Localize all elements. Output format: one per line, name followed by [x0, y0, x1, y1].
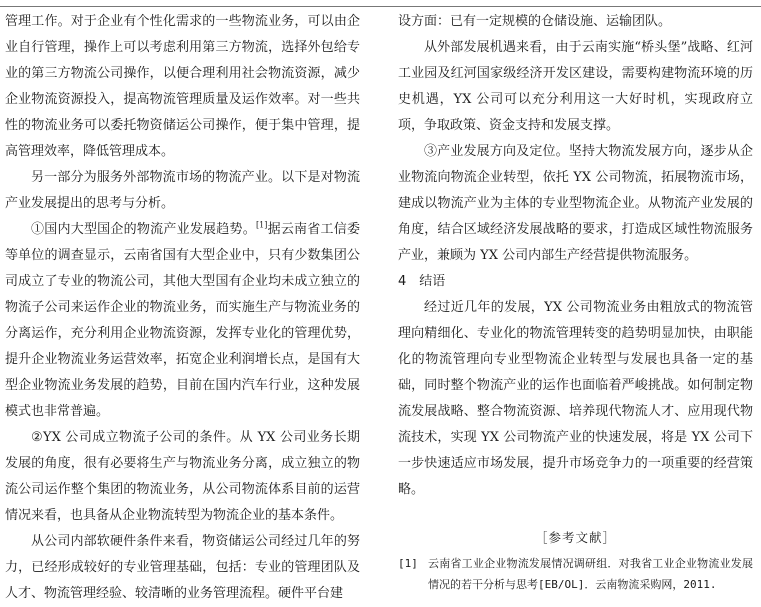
paragraph: 管理工作。对于企业有个性化需求的一些物流业务，可以由企业自行管理，操作上可以考虑利用第三方物流，选择外包给专业的第三方物流公司操作，以便合理利用社会物流资源，减少企业物流资源投入，提高物流管理质量及运作效率。对一些共性的物流业务可以委托物资储运公司操作，便于集中管理，提高管理效率，降低管理成本。	[5, 14, 360, 159]
page-header-rule	[0, 0, 761, 7]
citation-marker[interactable]: [1]	[256, 220, 268, 230]
paragraph: 另一部分为服务外部物流市场的物流产业。以下是对物流产业发展提出的思考与分析。	[5, 170, 360, 211]
paragraph: ③产业发展方向及定位。坚持大物流发展方向，逐步从企业物流向物流企业转型，依托 YX 公司物流，拓展物流市场，建成以物流产业为主体的专业型物流企业。从物流产业发展的角度，结合区域经济发展战略的要求，打造成区域性物流服务产业，兼顾为 YX 公司内部生产经营提供物流服务。	[398, 144, 753, 263]
reference-number: [1]	[398, 557, 418, 570]
paragraph: 从外部发展机遇来看，由于云南实施“桥头堡”战略、红河工业园及红河国家级经济开发区建设，需要构建物流环境的历史机遇，YX 公司可以充分利用这一大好时机，实现政府立项，争取政策、资金支持和发展支撑。	[398, 40, 753, 133]
paragraph-lead: ①国内大型国企的物流产业发展趋势。	[31, 222, 256, 237]
section-heading: 4 结语	[398, 274, 446, 289]
paragraph: 经过近几年的发展，YX 公司物流业务由粗放式的物流管理向精细化、专业化的物流管理转变的趋势明显加快，由职能化的物流管理向专业型物流企业转型与发展也具备一定的基础，同时整个物流产业的运作也面临着严峻挑战。如何制定物流发展战略、整合物流资源、培养现代物流人才、应用现代物流技术，实现 YX 公司物流产业的快速发展，将是 YX 公司下一步快速适应市场发展，提升市场竞争力的一项重要的经营策略。	[398, 300, 753, 497]
paragraph: ②YX 公司成立物流子公司的条件。从 YX 公司业务长期发展的角度，很有必要将生产与物流业务分离，成立独立的物流公司运作整个集团的物流业务，从公司物流体系目前的运营情况来看，也具备从企业物流转型为物流企业的基本条件。	[5, 430, 360, 523]
reference-text: 云南省工业企业物流发展情况调研组．对我省工业企业物流业发展情况的若干分析与思考[EB/OL]．云南物流采购网，2011.	[428, 557, 753, 591]
paragraph-body: 据云南省工信委等单位的调查显示，云南省国有大型企业中，只有少数集团公司成立了专业的物流公司，其他大型国有企业均未成立独立的物流子公司来运作企业的物流业务，而实施生产与物流业务的分离运作，充分利用企业物流资源，发挥专业化的管理优势，提升企业物流业务运营效率，拓宽企业利润增长点，是国有大型企业物流业务发展的趋势，目前在国内汽车行业，这种发展模式也非常普遍。	[5, 222, 360, 419]
right-column	[398, 9, 753, 595]
left-column	[5, 9, 360, 607]
references-heading: ［参考文献］	[534, 530, 616, 545]
paragraph	[5, 217, 360, 425]
paragraph: 设方面：已有一定规模的仓储设施、运输团队。	[398, 14, 672, 29]
reference-entry	[398, 553, 753, 595]
paragraph: 从公司内部软硬件条件来看，物资储运公司经过几年的努力，已经形成较好的专业管理基础，包括：专业的管理团队及人才、物流管理经验、较清晰的业务管理流程。硬件平台建	[5, 534, 360, 601]
